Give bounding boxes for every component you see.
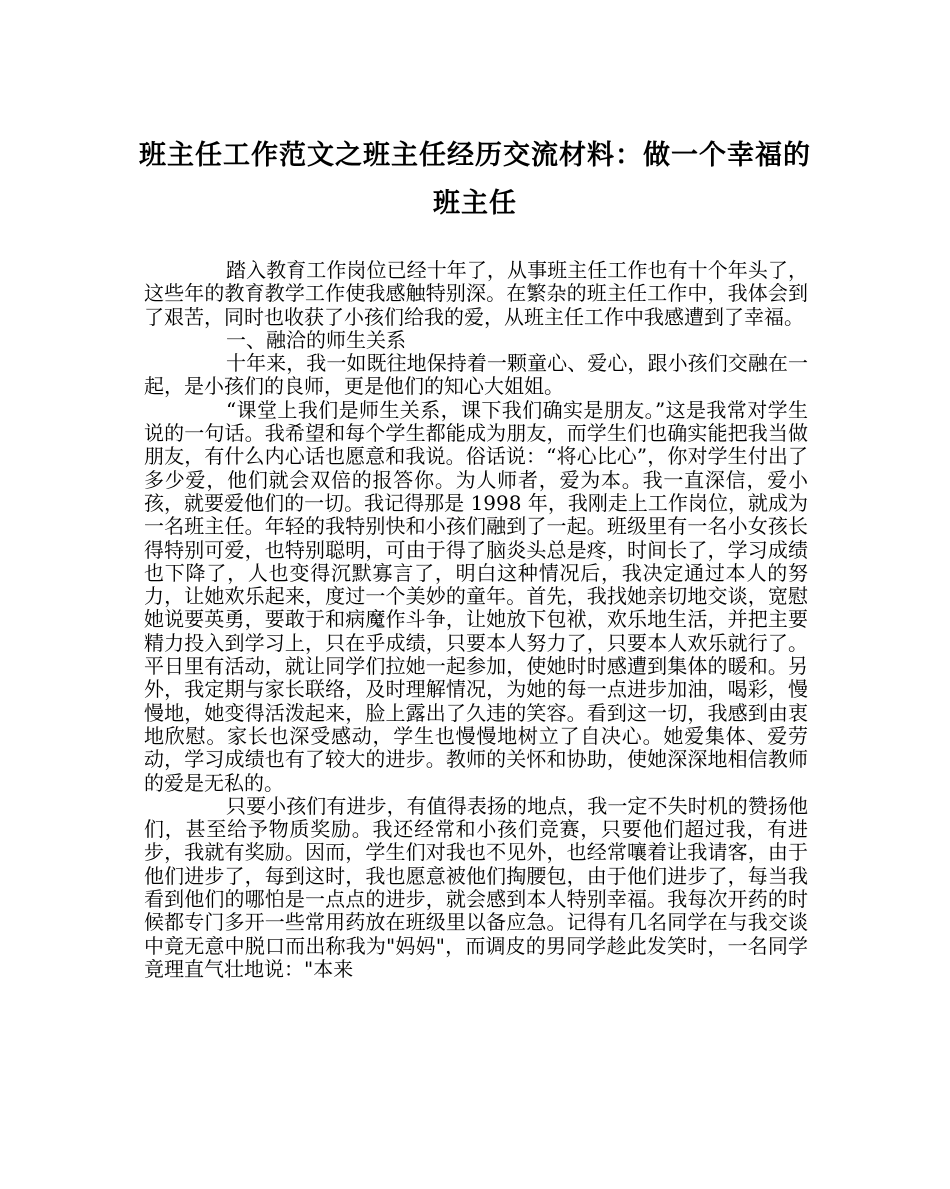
title-line-2: 班主任 [433, 188, 517, 219]
paragraph-friends: “课堂上我们是师生关系，课下我们确实是朋友。”这是我常对学生说的一句话。我希望和每个学生都能成为朋友，而学生们也确实能把我当做朋友，有什么内心话也愿意和我说。俗话说：“将心比心”，你对学生付出了多少爱，他们就会双倍的报答你。为人师者，爱为本。我一直深信，爱小孩，就要爱他们的一切。我记得那是 1998 年，我刚走上工作岗位，就成为一名班主任。年轻的我特别快和小孩们融到了一起。班级里有一名小女孩长得特别可爱，也特别聪明，可由于得了脑炎头总是疼，时间长了，学习成绩也下降了，人也变得沉默寡言了，明白这种情况后，我决定通过本人的努力，让她欢乐起来，度过一个美妙的童年。首先，我找她亲切地交谈，宽慰她说要英勇，要敢于和病魔作斗争，让她放下包袱，欢乐地生活，并把主要精力投入到学习上，只在乎成绩，只要本人努力了，只要本人欢乐就行了。平日里有活动，就让同学们拉她一起参加，使她时时感遭到集体的暖和。另外，我定期与家长联络，及时理解情况，为她的每一点进步加油，喝彩，慢慢地，她变得活泼起来，脸上露出了久违的笑容。看到这一切，我感到由衷地欣慰。家长也深受感动，学生也慢慢地树立了自决心。她爱集体、爱劳动，学习成绩也有了较大的进步。教师的关怀和协助，使她深深地相信教师的爱是无私的。 [144, 397, 808, 795]
paragraph-ten-years: 十年来，我一如既往地保持着一颗童心、爱心，跟小孩们交融在一起，是小孩们的良师，更是他们的知心大姐姐。 [144, 351, 808, 399]
section-heading: 一、融洽的师生关系 [226, 327, 406, 352]
document-body [144, 259, 808, 981]
paragraph-intro: 踏入教育工作岗位已经十年了，从事班主任工作也有十个年头了，这些年的教育教学工作使我感触特别深。在繁杂的班主任工作中，我体会到了艰苦，同时也收获了小孩们给我的爱，从班主任工作中我感遭到了幸福。 [144, 258, 808, 329]
title-line-1: 班主任工作范文之班主任经历交流材料：做一个幸福的 [139, 140, 811, 171]
page-title [120, 132, 830, 228]
paragraph-praise: 只要小孩们有进步，有值得表扬的地点，我一定不失时机的赞扬他们，甚至给予物质奖励。我还经常和小孩们竞赛，只要他们超过我，有进步，我就有奖励。因而，学生们对我也不见外，也经常嚷着让我请客，由于他们进步了，每到这时，我也愿意被他们掏腰包，由于他们进步了，每当我看到他们的哪怕是一点点的进步，就会感到本人特别幸福。我每次开药的时候都专门多开一些常用药放在班级里以备应急。记得有几名同学在与我交谈中竟无意中脱口而出称我为"妈妈"，而调皮的男同学趁此发笑时，一名同学竟理直气壮地说："本来 [144, 793, 808, 981]
